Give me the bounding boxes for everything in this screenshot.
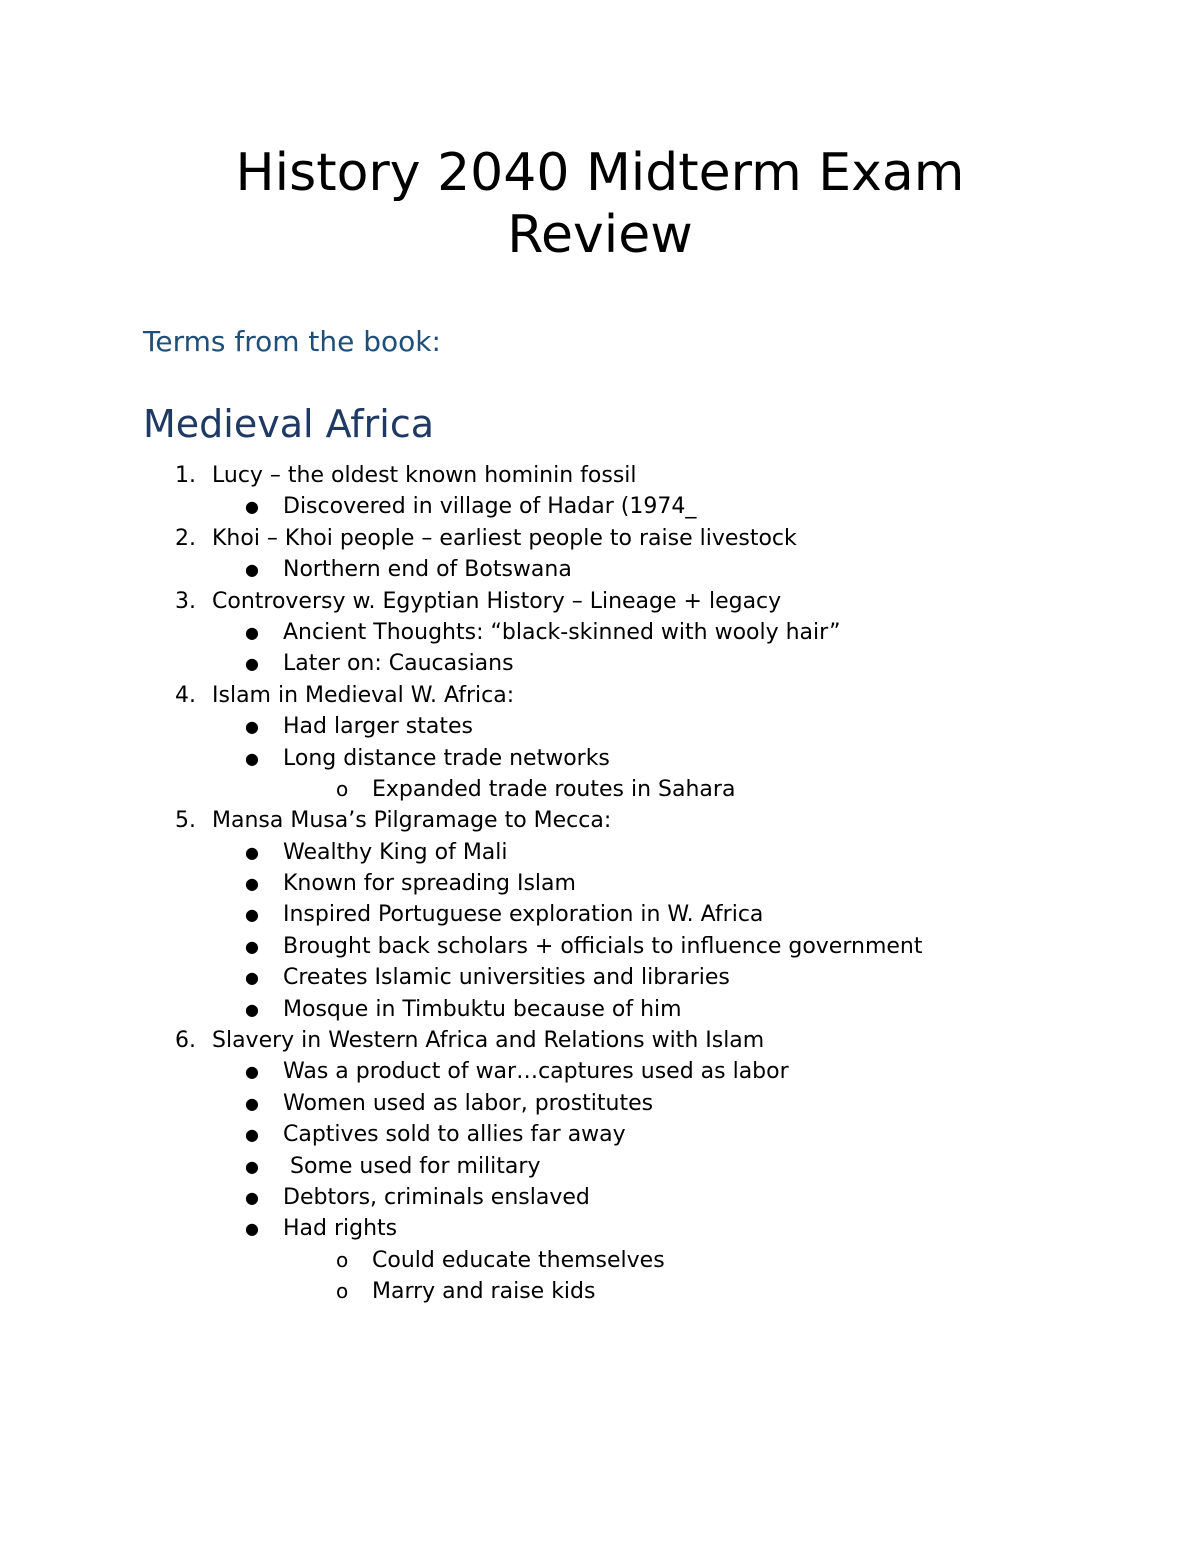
item-text: Long distance trade networks (283, 745, 610, 771)
numbered-item (0, 523, 1200, 554)
bullet-item (0, 837, 1200, 868)
bullet-icon: ● (245, 1187, 259, 1207)
bullet-icon: ● (245, 1156, 259, 1176)
item-text: Known for spreading Islam (283, 871, 576, 897)
item-text: Discovered in village of Hadar (1974_ (283, 494, 697, 520)
item-text: Controversy w. Egyptian History – Lineage + legacy (212, 588, 782, 614)
bullet-item (0, 491, 1200, 522)
circle-bullet-icon: o (336, 1279, 349, 1304)
bullet-icon: ● (245, 654, 259, 674)
bullet-icon: ● (245, 748, 259, 768)
item-text: Slavery in Western Africa and Relations with Islam (212, 1028, 765, 1054)
item-text: Wealthy King of Mali (283, 839, 508, 865)
subtitle: Terms from the book: (143, 325, 441, 358)
numbered-item (0, 805, 1200, 836)
bullet-icon: ● (245, 842, 259, 862)
bullet-icon: ● (245, 560, 259, 580)
item-number: 2. (175, 525, 196, 551)
bullet-icon: ● (245, 968, 259, 988)
item-text: Later on: Caucasians (283, 651, 514, 677)
item-text: Women used as labor, prostitutes (283, 1090, 654, 1116)
bullet-icon: ● (245, 1219, 259, 1239)
item-text: Inspired Portuguese exploration in W. Africa (283, 902, 764, 928)
item-text: Lucy – the oldest known hominin fossil (212, 463, 637, 488)
bullet-item (0, 743, 1200, 774)
item-text: Could educate themselves (372, 1247, 665, 1273)
bullet-icon: ● (245, 905, 259, 925)
item-text: Had larger states (283, 714, 473, 740)
numbered-item (0, 680, 1200, 711)
bullet-item (0, 1119, 1200, 1150)
item-text: Debtors, criminals enslaved (283, 1184, 590, 1210)
item-text: Some used for military (283, 1153, 541, 1179)
bullet-icon: ● (245, 874, 259, 894)
item-text: Mosque in Timbuktu because of him (283, 996, 682, 1022)
page-title: History 2040 Midterm Exam Review (235, 143, 965, 265)
section-heading: Medieval Africa (143, 402, 435, 446)
item-number: 4. (175, 682, 196, 708)
item-text: Khoi – Khoi people – earliest people to raise livestock (212, 525, 797, 551)
outline-list (0, 460, 1200, 1308)
sub-bullet-item (0, 774, 1200, 805)
bullet-icon: ● (245, 1093, 259, 1113)
item-text: Captives sold to allies far away (283, 1122, 626, 1148)
bullet-icon: ● (245, 622, 259, 642)
item-number: 1. (175, 463, 196, 488)
item-text: Marry and raise kids (372, 1279, 596, 1305)
numbered-item (0, 586, 1200, 617)
item-number: 6. (175, 1028, 196, 1054)
sub-bullet-item (0, 1245, 1200, 1276)
numbered-item (0, 1025, 1200, 1056)
sub-bullet-item (0, 1276, 1200, 1307)
item-text: Islam in Medieval W. Africa: (212, 682, 515, 708)
item-text: Ancient Thoughts: “black-skinned with wooly hair” (283, 619, 841, 645)
item-text: Expanded trade routes in Sahara (372, 776, 736, 802)
item-text: Had rights (283, 1216, 398, 1242)
item-text: Northern end of Botswana (283, 557, 572, 583)
bullet-icon: ● (245, 717, 259, 737)
bullet-item (0, 1056, 1200, 1087)
numbered-item (0, 460, 1200, 491)
item-text: Was a product of war…captures used as labor (283, 1059, 789, 1085)
item-text: Creates Islamic universities and libraries (283, 965, 730, 991)
circle-bullet-icon: o (336, 1247, 349, 1272)
circle-bullet-icon: o (336, 776, 349, 801)
bullet-item (0, 648, 1200, 679)
item-text: Mansa Musa’s Pilgramage to Mecca: (212, 808, 612, 834)
item-number: 3. (175, 588, 196, 614)
bullet-item (0, 1151, 1200, 1182)
bullet-icon: ● (245, 497, 259, 517)
bullet-item (0, 899, 1200, 930)
bullet-item (0, 931, 1200, 962)
bullet-item (0, 868, 1200, 899)
bullet-icon: ● (245, 1062, 259, 1082)
item-number: 5. (175, 808, 196, 834)
bullet-item (0, 617, 1200, 648)
item-text: Brought back scholars + officials to influence government (283, 933, 923, 959)
bullet-item (0, 994, 1200, 1025)
bullet-icon: ● (245, 999, 259, 1019)
bullet-icon: ● (245, 1125, 259, 1145)
bullet-item (0, 1182, 1200, 1213)
bullet-item (0, 1213, 1200, 1244)
bullet-icon: ● (245, 936, 259, 956)
bullet-item (0, 711, 1200, 742)
bullet-item (0, 1088, 1200, 1119)
bullet-item (0, 962, 1200, 993)
bullet-item (0, 554, 1200, 585)
